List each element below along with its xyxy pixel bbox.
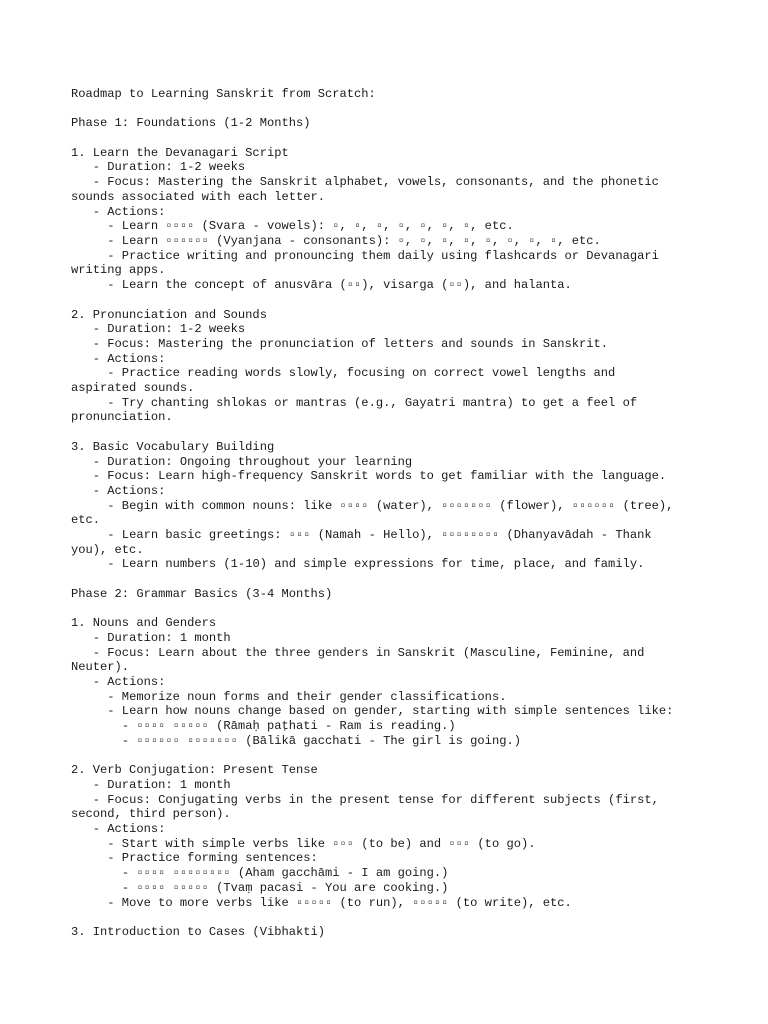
- blank-line: [71, 572, 711, 587]
- text-line: - ▫▫▫▫ ▫▫▫▫▫ (Rāmaḥ paṭhati - Ram is reading.): [71, 719, 456, 734]
- text-line: Phase 2: Grammar Basics (3-4 Months): [71, 586, 333, 601]
- blank-line: [71, 602, 711, 617]
- text-line: 2. Pronunciation and Sounds: [71, 307, 267, 322]
- text-line: 3. Basic Vocabulary Building: [71, 439, 275, 454]
- text-line: 1. Learn the Devanagari Script: [71, 145, 289, 160]
- text-line: Neuter).: [71, 660, 130, 675]
- blank-line: [71, 102, 711, 117]
- text-line: - Duration: 1 month: [71, 630, 231, 645]
- text-line: sounds associated with each letter.: [71, 189, 326, 204]
- text-line: - Focus: Mastering the pronunciation of letters and sounds in Sanskrit.: [71, 336, 609, 351]
- text-line: - Actions:: [71, 351, 166, 366]
- text-line: - Practice writing and pronouncing them daily using flashcards or Devanagari: [71, 248, 659, 263]
- text-line: pronunciation.: [71, 410, 173, 425]
- text-line: - Duration: 1-2 weeks: [71, 160, 246, 175]
- text-line: - Actions:: [71, 822, 166, 837]
- text-line: Phase 1: Foundations (1-2 Months): [71, 116, 311, 131]
- text-line: - Focus: Conjugating verbs in the present tense for different subjects (first,: [71, 792, 659, 807]
- text-line: - Move to more verbs like ▫▫▫▫▫ (to run), ▫▫▫▫▫ (to write), etc.: [71, 895, 572, 910]
- text-line: 2. Verb Conjugation: Present Tense: [71, 763, 318, 778]
- blank-line: [71, 131, 711, 146]
- text-line: - Memorize noun forms and their gender classifications.: [71, 689, 507, 704]
- blank-line: [71, 910, 711, 925]
- text-line: - Learn numbers (1-10) and simple expressions for time, place, and family.: [71, 557, 645, 572]
- text-line: - Start with simple verbs like ▫▫▫ (to be) and ▫▫▫ (to go).: [71, 836, 536, 851]
- text-line: 1. Nouns and Genders: [71, 616, 217, 631]
- text-line: writing apps.: [71, 263, 166, 278]
- text-line: - Focus: Learn high-frequency Sanskrit words to get familiar with the language.: [71, 469, 667, 484]
- text-line: - Focus: Learn about the three genders in Sanskrit (Masculine, Feminine, and: [71, 645, 645, 660]
- text-line: - ▫▫▫▫ ▫▫▫▫▫ (Tvaṃ pacasi - You are cooking.): [71, 880, 449, 895]
- text-line: - Practice reading words slowly, focusing on correct vowel lengths and: [71, 366, 616, 381]
- blank-line: [71, 293, 711, 308]
- text-line: Roadmap to Learning Sanskrit from Scratch:: [71, 87, 376, 101]
- text-line: 3. Introduction to Cases (Vibhakti): [71, 924, 326, 939]
- text-line: - Focus: Mastering the Sanskrit alphabet, vowels, consonants, and the phonetic: [71, 175, 659, 190]
- text-line: - Learn ▫▫▫▫▫▫ (Vyanjana - consonants): ▫, ▫, ▫, ▫, ▫, ▫, ▫, ▫, etc.: [71, 234, 601, 248]
- text-line: aspirated sounds.: [71, 381, 195, 396]
- document-body: [71, 87, 711, 940]
- text-line: - Practice forming sentences:: [71, 851, 318, 866]
- text-line: - Duration: Ongoing throughout your learning: [71, 454, 413, 469]
- text-line: - Learn the concept of anusvāra (▫▫), visarga (▫▫), and halanta.: [71, 278, 572, 293]
- text-line: - Actions:: [71, 675, 166, 690]
- text-line: second, third person).: [71, 807, 231, 822]
- text-line: - ▫▫▫▫▫▫ ▫▫▫▫▫▫▫ (Bālikā gacchati - The girl is going.): [71, 733, 521, 748]
- text-line: - Duration: 1-2 weeks: [71, 322, 246, 337]
- blank-line: [71, 749, 711, 764]
- text-line: etc.: [71, 513, 101, 528]
- text-line: - Actions:: [71, 204, 166, 219]
- text-line: - ▫▫▫▫ ▫▫▫▫▫▫▫▫ (Aham gacchāmi - I am going.): [71, 866, 449, 881]
- text-line: you), etc.: [71, 542, 144, 557]
- text-line: - Learn basic greetings: ▫▫▫ (Namah - Hello), ▫▫▫▫▫▫▫▫ (Dhanyavādah - Thank: [71, 528, 652, 543]
- text-line: - Begin with common nouns: like ▫▫▫▫ (water), ▫▫▫▫▫▫▫ (flower), ▫▫▫▫▫▫ (tree),: [71, 498, 674, 513]
- text-line: - Actions:: [71, 483, 166, 498]
- blank-line: [71, 425, 711, 440]
- text-line: - Learn how nouns change based on gender, starting with simple sentences like:: [71, 704, 674, 719]
- text-line: - Learn ▫▫▫▫ (Svara - vowels): ▫, ▫, ▫, ▫, ▫, ▫, ▫, etc.: [71, 219, 514, 234]
- text-line: - Duration: 1 month: [71, 777, 231, 792]
- text-line: - Try chanting shlokas or mantras (e.g., Gayatri mantra) to get a feel of: [71, 395, 638, 410]
